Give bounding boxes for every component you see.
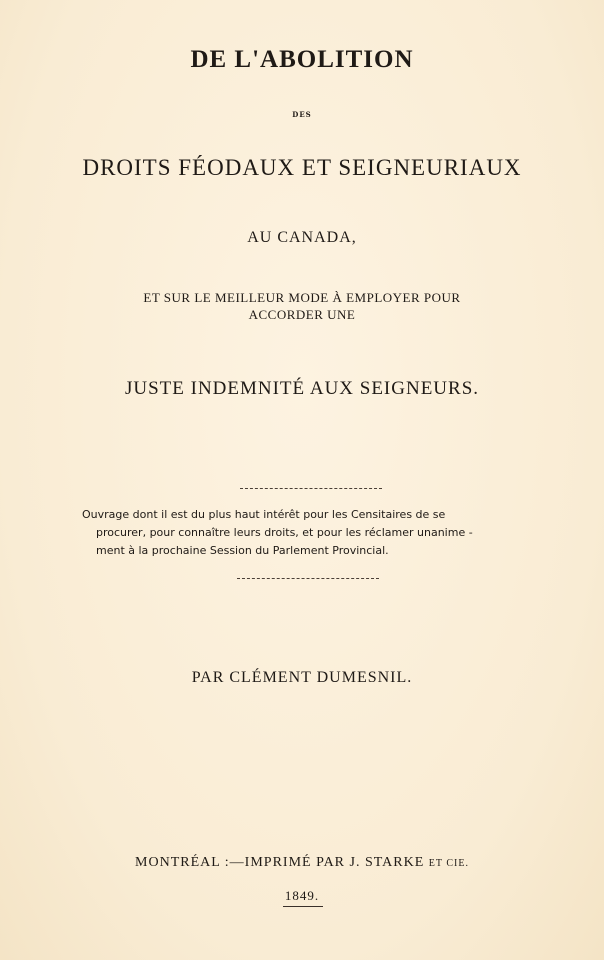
author-line: PAR CLÉMENT DUMESNIL. — [191, 669, 413, 686]
description-line-1: Ouvrage dont il est du plus haut intérêt pour les Censitaires de se — [82, 508, 446, 521]
year-underline — [283, 906, 323, 907]
subtitle-line-2: ACCORDER UNE — [248, 307, 356, 322]
title-line-indemnite: JUSTE INDEMNITÉ AUX SEIGNEURS. — [124, 378, 480, 399]
imprint-main: MONTRÉAL :—IMPRIMÉ PAR J. STARKE — [135, 855, 425, 870]
description-paragraph — [82, 506, 532, 560]
imprint-line — [0, 855, 604, 871]
title-line-canada: AU CANADA, — [247, 229, 357, 246]
imprint-company: ET CIE. — [428, 858, 469, 869]
publication-year: 1849. — [284, 888, 320, 903]
subtitle-line-1: ET SUR LE MEILLEUR MODE À EMPLOYER POUR — [143, 290, 461, 305]
title-line-abolition: DE L'ABOLITION — [190, 46, 414, 73]
description-line-3: ment à la prochaine Session du Parlement Provincial. — [96, 544, 389, 557]
subtitle-block — [0, 289, 604, 323]
description-line-2: procurer, pour connaître leurs droits, et pour les réclamer unanime - — [96, 526, 473, 539]
title-line-des: DES — [292, 110, 312, 119]
ornamental-rule-top — [240, 488, 382, 489]
title-line-droits: DROITS FÉODAUX ET SEIGNEURIAUX — [82, 155, 522, 180]
ornamental-rule-bottom — [237, 578, 379, 579]
